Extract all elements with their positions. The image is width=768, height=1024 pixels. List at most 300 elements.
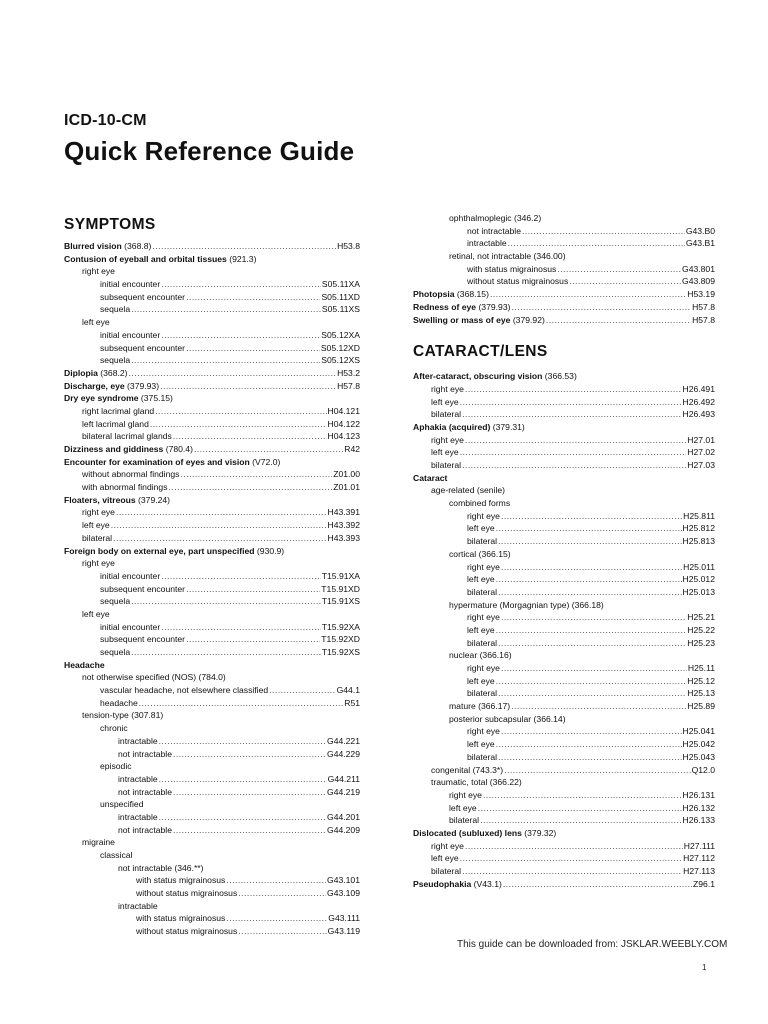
index-entry [413, 288, 715, 301]
entry-term-note: (379.92) [510, 314, 545, 325]
icd-code: G43.B0 [685, 225, 715, 236]
entry-term [467, 586, 497, 599]
entry-term [431, 446, 459, 459]
entry-term-note: unspecified [100, 799, 144, 810]
entry-term-note: congenital (743.3*) [431, 764, 504, 775]
dot-leader [465, 434, 686, 447]
dot-leader [478, 802, 682, 815]
icd-code: H25.13 [687, 688, 715, 699]
index-entry [413, 275, 715, 288]
document-title: Quick Reference Guide [64, 136, 355, 166]
icd-code: H53.8 [337, 241, 360, 251]
icd-code: H53.19 [687, 289, 715, 300]
index-entry [413, 472, 715, 485]
entry-term [100, 291, 185, 304]
entry-term-note: age-related (senile) [431, 485, 506, 496]
index-entry [64, 430, 360, 443]
icd-code: T15.91XD [321, 583, 360, 594]
dot-leader [159, 735, 326, 748]
entry-term-note: intractable [118, 773, 158, 784]
entry-term-note: hypermature (Morgagnian type) (366.18) [449, 599, 604, 610]
entry-term-note: right eye [82, 507, 115, 518]
index-entry [413, 662, 715, 675]
entry-term-note: sequela [100, 355, 131, 366]
index-entry [413, 827, 715, 840]
entry-term [431, 776, 522, 789]
index-entry [413, 225, 715, 238]
index-entry [64, 773, 360, 786]
dot-leader [226, 912, 327, 925]
icd-code: S05.12XD [320, 342, 360, 353]
entry-term [64, 456, 280, 469]
entry-term-note: (366.53) [542, 371, 577, 382]
icd-code: H26.131 [682, 789, 715, 800]
index-entry [64, 265, 360, 278]
entry-term [100, 646, 130, 659]
index-entry [64, 671, 360, 684]
icd-code: H26.493 [682, 409, 715, 420]
entry-term [118, 773, 158, 786]
icd-code: G43.111 [328, 913, 360, 924]
entry-term-bold: Photopsia [413, 289, 455, 300]
entry-term-note: right eye [467, 561, 500, 572]
entry-term [100, 329, 160, 342]
entry-term-note: tension-type (307.81) [82, 710, 164, 721]
entry-term-note: bilateral [467, 688, 498, 699]
dot-leader [186, 583, 320, 596]
entry-term [431, 840, 464, 853]
index-entry [413, 548, 715, 561]
index-entry [413, 865, 715, 878]
entry-term [431, 484, 505, 497]
icd-code: Z96.1 [693, 878, 715, 889]
index-entry [413, 573, 715, 586]
dot-leader [501, 725, 682, 738]
entry-term [64, 443, 193, 456]
dot-leader [159, 773, 327, 786]
entry-term [136, 874, 225, 887]
dot-leader [113, 532, 326, 545]
entry-term-note: not intractable [118, 748, 172, 759]
entry-term [100, 570, 160, 583]
entry-term [413, 472, 447, 485]
entry-term-bold: Dry eye syndrome [64, 393, 139, 404]
index-entry [64, 456, 360, 469]
icd-code: G44.201 [327, 811, 360, 822]
dot-leader [116, 506, 327, 519]
entry-term-note: subsequent encounter [100, 342, 186, 353]
icd-code: R42 [344, 444, 360, 454]
dot-leader [501, 662, 687, 675]
dot-leader [131, 646, 321, 659]
entry-term-note: with status migrainosus [467, 263, 557, 274]
entry-term-bold: Cataract [413, 472, 448, 483]
entry-term [100, 303, 130, 316]
entry-term-note: (379.93) [476, 301, 511, 312]
dot-leader [238, 925, 326, 938]
entry-term-note: right lacrimal gland [82, 405, 155, 416]
entry-term-note: left eye [467, 574, 495, 585]
dot-leader [161, 278, 321, 291]
entry-term-note: (368.15) [454, 289, 489, 300]
entry-term-note: without status migrainosus [136, 926, 238, 937]
dot-leader [498, 535, 681, 548]
index-entry [413, 383, 715, 396]
entry-term [467, 687, 497, 700]
entry-term [64, 494, 170, 507]
entry-term-note: with status migrainosus [136, 913, 226, 924]
dot-leader [569, 275, 681, 288]
dot-leader [269, 684, 335, 697]
dot-leader [498, 586, 681, 599]
entry-term-note: left eye [431, 447, 459, 458]
index-entry [413, 510, 715, 523]
index-entry [64, 329, 360, 342]
entry-term-note: right eye [467, 510, 500, 521]
entry-term [82, 316, 110, 329]
index-entry [64, 316, 360, 329]
dot-leader [503, 878, 692, 891]
index-entry [413, 649, 715, 662]
entry-term-bold: Dislocated (subluxed) lens [413, 827, 522, 838]
icd-code: H57.8 [337, 380, 360, 391]
entry-term [82, 506, 115, 519]
entry-term [467, 624, 495, 637]
icd-code: H25.22 [687, 624, 715, 635]
index-entry [64, 836, 360, 849]
entry-term-note: bilateral lacrimal glands [82, 431, 172, 442]
icd-code: S05.11XA [321, 279, 360, 290]
icd-code: S05.11XD [321, 291, 360, 302]
entry-term-note: vascular headache, not elsewhere classified [100, 685, 269, 696]
index-entry [413, 802, 715, 815]
entry-term-note: bilateral [82, 532, 113, 543]
entry-term-note: left eye [467, 523, 495, 534]
dot-leader [155, 405, 326, 418]
icd-code: H26.491 [682, 383, 715, 394]
icd-code: H25.813 [682, 536, 715, 547]
dot-leader [150, 418, 327, 431]
dot-leader [490, 288, 686, 301]
entry-term [82, 468, 179, 481]
entry-term-note: posterior subcapsular (366.14) [449, 713, 566, 724]
entry-term-note: left eye [82, 317, 110, 328]
icd-code: H04.122 [327, 418, 360, 429]
entry-term [467, 637, 497, 650]
icd-code: H25.11 [687, 663, 715, 673]
document-subtitle: ICD-10-CM [64, 112, 147, 129]
entry-term [100, 798, 143, 811]
index-entry [413, 611, 715, 624]
index-entry [64, 240, 360, 253]
entry-term [449, 212, 541, 225]
icd-code: H27.112 [683, 853, 715, 864]
entry-term [467, 662, 500, 675]
entry-term [431, 764, 503, 777]
entry-term-note: right eye [467, 612, 500, 623]
dot-leader [496, 573, 682, 586]
dot-leader [131, 595, 321, 608]
entry-term-note: not otherwise specified (NOS) (784.0) [82, 672, 226, 683]
index-entry [64, 874, 360, 887]
dot-leader [161, 621, 321, 634]
entry-term-bold: Foreign body on external eye, part unspecified [64, 545, 255, 556]
entry-term-bold: Swelling or mass of eye [413, 314, 511, 325]
entry-term [467, 738, 495, 751]
dot-leader [173, 786, 326, 799]
icd-code: H25.812 [682, 523, 715, 534]
entry-term-note: sequela [100, 304, 131, 315]
dot-leader [460, 852, 682, 865]
entry-term-note: right eye [431, 383, 464, 394]
index-entry [64, 278, 360, 291]
index-entry [413, 840, 715, 853]
entry-term [431, 459, 461, 472]
entry-term [82, 671, 226, 684]
page-number: 1 [702, 963, 707, 972]
icd-code: G43.809 [682, 276, 715, 287]
entry-term-note: intractable [467, 238, 507, 249]
index-entry [64, 443, 360, 456]
dot-leader [173, 748, 326, 761]
entry-term-note: (368.2) [97, 367, 128, 378]
icd-code: H25.12 [687, 675, 715, 686]
entry-term [100, 342, 185, 355]
icd-code: G44.229 [327, 748, 360, 759]
entry-term [100, 684, 268, 697]
entry-term [82, 418, 149, 431]
entry-term [467, 237, 507, 250]
index-entry [413, 624, 715, 637]
icd-code: H43.392 [327, 520, 360, 531]
index-entry [64, 392, 360, 405]
index-entry [64, 646, 360, 659]
dot-leader [460, 396, 682, 409]
entry-term [64, 545, 284, 558]
index-entry [64, 557, 360, 570]
index-entry [64, 786, 360, 799]
index-entry [64, 570, 360, 583]
entry-term-bold: Redness of eye [413, 301, 477, 312]
entry-term-note: right eye [467, 726, 500, 737]
entry-term [100, 722, 128, 735]
icd-code: H25.043 [682, 751, 715, 762]
entry-term-note: with status migrainosus [136, 875, 226, 886]
dot-leader [496, 675, 687, 688]
icd-code: S05.11XS [321, 304, 360, 315]
index-entry [413, 637, 715, 650]
icd-code: H26.492 [682, 396, 715, 407]
index-entry [64, 253, 360, 266]
entry-term-bold: Dizziness and giddiness [64, 444, 164, 454]
entry-term-note: right eye [467, 663, 500, 673]
entry-term [449, 250, 566, 263]
entry-term [449, 548, 511, 561]
dot-leader [173, 824, 326, 837]
index-entry [64, 354, 360, 367]
index-entry [64, 659, 360, 672]
icd-code: H25.013 [682, 586, 715, 597]
index-entry [413, 421, 715, 434]
index-entry [413, 700, 715, 713]
icd-code: H25.21 [687, 612, 715, 623]
entry-term-note: with abnormal findings [82, 482, 168, 493]
entry-term [64, 240, 151, 253]
dot-leader [131, 303, 321, 316]
entry-term-note: left lacrimal gland [82, 418, 149, 429]
entry-term-note: nuclear (366.16) [449, 650, 512, 661]
icd-code: G44.221 [327, 735, 360, 746]
icd-code: H27.02 [687, 447, 715, 458]
entry-term-note: intractable [118, 735, 158, 746]
icd-code: H26.132 [682, 802, 715, 813]
dot-leader [508, 237, 685, 250]
dot-leader [465, 383, 682, 396]
entry-term [467, 725, 500, 738]
index-entry [413, 586, 715, 599]
entry-term [136, 887, 237, 900]
entry-term [64, 392, 173, 405]
dot-leader [238, 887, 326, 900]
entry-term [82, 836, 115, 849]
entry-term-note: bilateral [449, 815, 480, 826]
entry-term [100, 278, 160, 291]
entry-term-note: episodic [100, 761, 132, 772]
entry-term-note: right eye [82, 558, 115, 569]
entry-term-note: not intractable [118, 824, 172, 835]
entry-term [100, 354, 130, 367]
icd-code: H25.012 [682, 574, 715, 585]
entry-term-note: combined forms [449, 498, 511, 509]
dot-leader [522, 225, 685, 238]
icd-code: H25.89 [687, 701, 715, 712]
dot-leader [462, 408, 681, 421]
entry-term [118, 811, 158, 824]
index-entry [413, 687, 715, 700]
entry-term [449, 814, 479, 827]
dot-leader [159, 811, 326, 824]
entry-term [100, 621, 160, 634]
icd-code: G43.109 [327, 888, 360, 899]
entry-term [82, 405, 154, 418]
entry-term-note: initial encounter [100, 621, 161, 632]
entry-term [449, 700, 510, 713]
index-entry [413, 599, 715, 612]
icd-code: G44.1 [336, 685, 360, 696]
dot-leader [160, 380, 336, 393]
entry-term [100, 633, 185, 646]
index-entry [413, 789, 715, 802]
dot-leader [496, 624, 687, 637]
index-entry [64, 887, 360, 900]
index-entry [64, 595, 360, 608]
entry-term-note: left eye [82, 608, 110, 619]
index-entry [64, 380, 360, 393]
dot-leader [511, 301, 691, 314]
entry-term-note: subsequent encounter [100, 291, 186, 302]
entry-term [100, 849, 132, 862]
index-entry [64, 519, 360, 532]
entry-term-note: traumatic, total (366.22) [431, 777, 522, 788]
entry-term-bold: After-cataract, obscuring vision [413, 371, 543, 382]
entry-term-note: (379.32) [521, 827, 557, 838]
dot-leader [465, 840, 683, 853]
index-entry [64, 481, 360, 494]
index-entry [413, 314, 715, 327]
entry-term [431, 852, 459, 865]
dot-leader [501, 561, 682, 574]
entry-term-note: initial encounter [100, 279, 161, 290]
entry-term-note: left eye [467, 675, 495, 686]
dot-leader [111, 519, 327, 532]
index-entry [64, 608, 360, 621]
icd-code: H04.123 [327, 431, 360, 442]
entry-term-bold: Diplopia [64, 367, 98, 378]
index-entry [413, 522, 715, 535]
index-entry [64, 291, 360, 304]
entry-term-bold: Contusion of eyeball and orbital tissues [64, 253, 227, 264]
entry-term-note: cortical (366.15) [449, 548, 511, 559]
index-entry [413, 852, 715, 865]
entry-term-note: not intractable (346.**) [118, 862, 204, 873]
dot-leader [498, 751, 681, 764]
entry-term [413, 314, 545, 327]
entry-term-bold: Blurred vision [64, 241, 122, 251]
icd-code: T15.91XA [321, 570, 360, 581]
entry-term-note: (780.4) [163, 444, 193, 454]
icd-code: S05.12XA [321, 329, 360, 340]
icd-code: H25.23 [687, 637, 715, 648]
entry-term-note: bilateral [467, 637, 498, 648]
index-entry [64, 697, 360, 710]
entry-term [118, 735, 158, 748]
entry-term [449, 789, 482, 802]
index-entry [413, 776, 715, 789]
entry-term [136, 912, 225, 925]
index-entry [413, 497, 715, 510]
entry-term-note: (379.93) [124, 380, 160, 391]
dot-leader [496, 522, 682, 535]
entry-term-note: migraine [82, 837, 115, 848]
dot-leader [194, 443, 343, 456]
entry-term [467, 275, 568, 288]
entry-term [449, 649, 512, 662]
entry-term [413, 288, 489, 301]
entry-term-note: (921.3) [226, 253, 257, 264]
entry-term [100, 697, 138, 710]
entry-term-note: not intractable [467, 225, 521, 236]
entry-term-note: left eye [431, 396, 459, 407]
entry-term [64, 659, 105, 672]
entry-term-note: (379.31) [490, 421, 525, 432]
entry-term [82, 532, 112, 545]
left-column [64, 213, 360, 938]
dot-leader [496, 738, 682, 751]
index-entry [413, 561, 715, 574]
icd-code: H25.041 [682, 726, 715, 737]
dot-leader [462, 459, 686, 472]
dot-leader [511, 700, 686, 713]
entry-term-note: left eye [467, 739, 495, 750]
entry-term-note: right eye [449, 789, 482, 800]
entry-term [118, 748, 172, 761]
entry-term-note: bilateral [431, 460, 462, 470]
dot-leader [480, 814, 681, 827]
entry-term-note: bilateral [467, 751, 498, 762]
entry-term-bold: Discharge, eye [64, 380, 125, 391]
entry-term-note: bilateral [467, 586, 498, 597]
icd-code: H27.111 [683, 840, 715, 851]
